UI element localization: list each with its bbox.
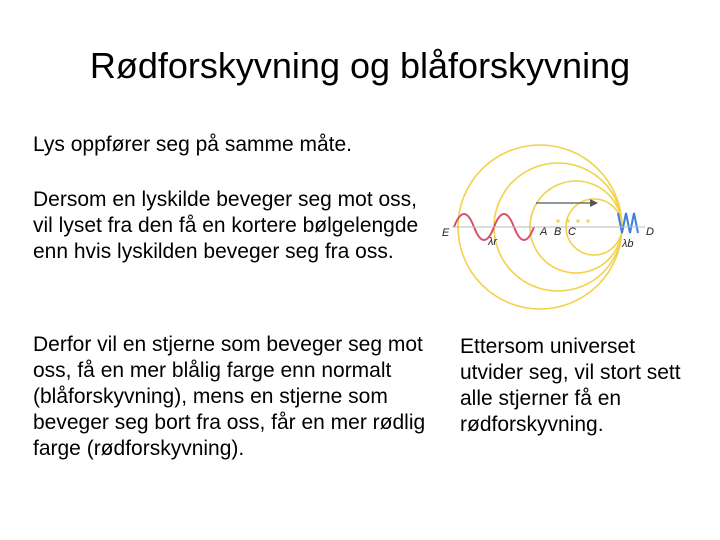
- source-dot-b: [566, 219, 569, 222]
- label-c: C: [568, 226, 576, 238]
- doppler-diagram: [440, 135, 670, 320]
- label-lambda-b: λb: [622, 238, 634, 250]
- paragraph-star-color: Derfor vil en stjerne som beveger seg mot oss, få en mer blålig farge enn normalt (blåforskyvning), mens en stjerne som beveger seg bort fra oss, får en mer rødlig farge (rødforskyvning).: [33, 333, 426, 460]
- paragraph-light-behaves: Lys oppfører seg på samme måte.: [33, 133, 353, 156]
- slide-title: Rødforskyvning og blåforskyvning: [89, 45, 631, 86]
- side-text-universe-expanding: Ettersom universet utvider seg, vil stort sett alle stjerner få en rødforskyvning.: [460, 335, 681, 436]
- label-e: E: [442, 227, 450, 239]
- label-a: A: [540, 226, 548, 238]
- label-d: D: [646, 226, 654, 238]
- paragraph-light-source-moving: Dersom en lyskilde beveger seg mot oss, vil lyset fra den få en kortere bølgelengde enn hvis lyskilden beveger seg fra oss.: [33, 188, 419, 263]
- label-lambda-r: λr: [488, 236, 498, 248]
- motion-arrow-head: [590, 199, 598, 207]
- source-dot-d: [586, 219, 589, 222]
- label-b: B: [554, 226, 562, 238]
- source-dot-a: [556, 219, 559, 222]
- source-dot-c: [576, 219, 579, 222]
